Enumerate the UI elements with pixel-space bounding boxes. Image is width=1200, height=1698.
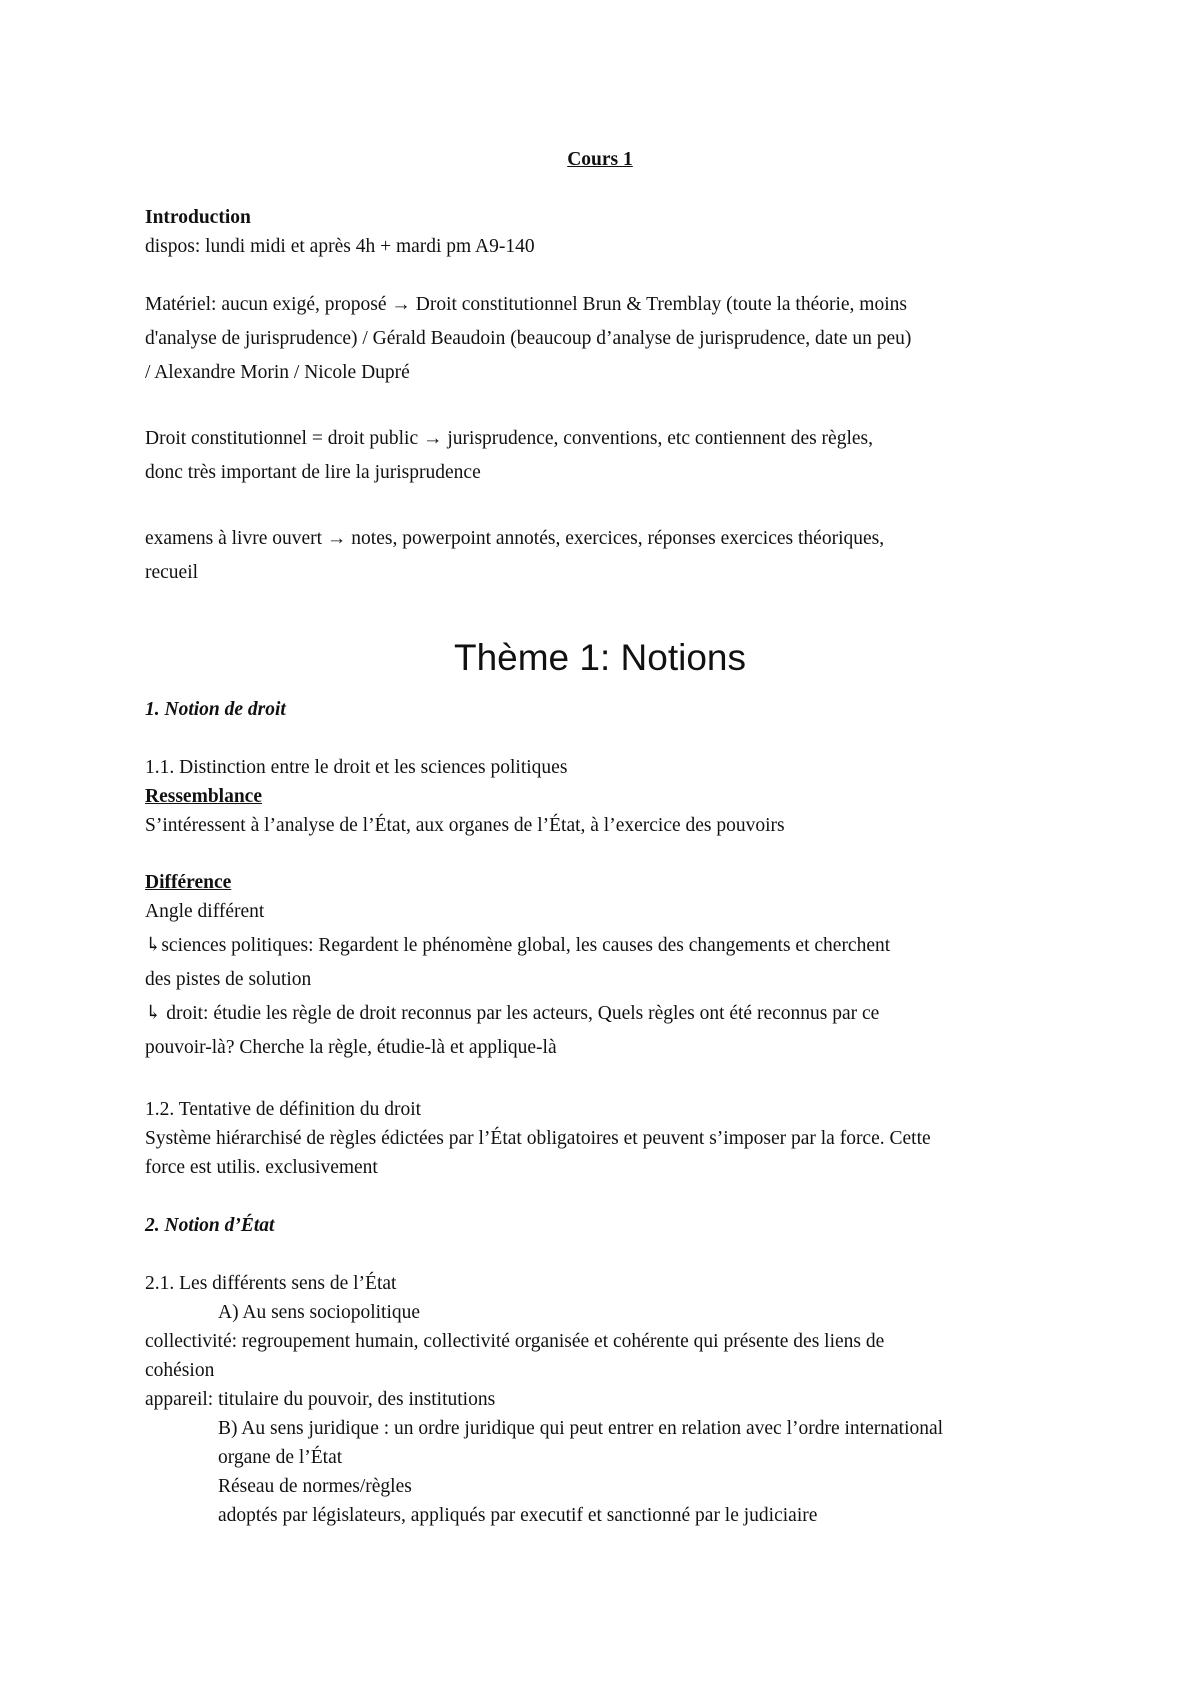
subsection-1-2-title: 1.2. Tentative de définition du droit [145,1099,422,1120]
definition-line-1: Système hiérarchisé de règles édictées par l’État obligatoires et peuvent s’imposer par la force. Cette [145,1128,931,1149]
droit-line-2: pouvoir-là? Cherche la règle, étudie-là et applique-là [145,1037,557,1058]
subsection-1-1-title: 1.1. Distinction entre le droit et les sciences politiques [145,757,568,778]
droit-constit-line-2: donc très important de lire la jurisprudence [145,462,481,483]
droit-constit-line-1: Droit constitutionnel = droit public → jurisprudence, conventions, etc contiennent des règles, [145,428,873,449]
dispos-line: dispos: lundi midi et après 4h + mardi pm A9-140 [145,236,535,257]
collectivite-line-1: collectivité: regroupement humain, collectivité organisée et cohérente qui présente des liens de [145,1331,885,1352]
appareil-line: appareil: titulaire du pouvoir, des institutions [145,1389,496,1410]
adoptes-line: adoptés par législateurs, appliqués par executif et sanctionné par le judiciaire [218,1505,818,1526]
subsection-2-1-title: 2.1. Les différents sens de l’État [145,1273,397,1294]
theme-title: Thème 1: Notions [453,637,747,678]
materiel-line-3: / Alexandre Morin / Nicole Dupré [145,362,410,383]
section-2-heading: 2. Notion d’État [145,1215,275,1236]
definition-line-2: force est utilis. exclusivement [145,1157,378,1178]
sens-juridique-title: B) Au sens juridique : un ordre juridique qui peut entrer en relation avec l’ordre international [218,1418,944,1439]
reseau-line: Réseau de normes/règles [218,1476,412,1497]
page-title: Cours 1 [567,149,633,170]
ressemblance-label: Ressemblance [145,786,262,807]
sens-sociopolitique-title: A) Au sens sociopolitique [218,1302,421,1323]
sciences-po-line-2: des pistes de solution [145,969,312,990]
collectivite-line-2: cohésion [145,1360,215,1381]
organe-line: organe de l’État [218,1447,343,1468]
section-1-heading: 1. Notion de droit [145,699,286,720]
angle-line: Angle différent [145,901,265,922]
intro-heading: Introduction [145,207,251,228]
examens-line-2: recueil [145,562,199,583]
difference-label: Différence [145,872,232,893]
droit-line-1: ↳ droit: étudie les règle de droit reconnus par les acteurs, Quels règles ont été reconnus par ce [145,1003,880,1024]
materiel-line-2: d'analyse de jurisprudence) / Gérald Beaudoin (beaucoup d’analyse de jurisprudence, date un peu) [145,328,912,349]
materiel-line-1: Matériel: aucun exigé, proposé → Droit constitutionnel Brun & Tremblay (toute la théorie, moins [145,294,907,315]
ressemblance-text: S’intéressent à l’analyse de l’État, aux organes de l’État, à l’exercice des pouvoirs [145,815,785,836]
examens-line-1: examens à livre ouvert → notes, powerpoint annotés, exercices, réponses exercices théoriques, [145,528,885,549]
sciences-po-line-1: ↳sciences politiques: Regardent le phénomène global, les causes des changements et cherchent [145,935,891,956]
